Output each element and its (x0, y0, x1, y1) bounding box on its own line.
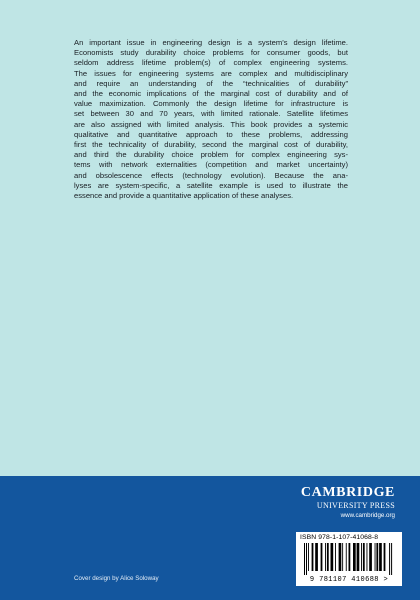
publisher-subtitle: UNIVERSITY PRESS (316, 501, 395, 510)
barcode-icon (302, 543, 396, 575)
blurb-text (74, 38, 348, 201)
blurb-line: lyses are system-specific, a satellite example is used to illustrate the (74, 180, 348, 190)
barcode-bar (335, 543, 336, 571)
barcode-bar (376, 543, 378, 571)
blurb-line: and third the durability choice problem for complex engineering sys- (74, 150, 348, 160)
barcode-bar (321, 543, 323, 571)
blurb-line: and require an understanding of the “technicalities of durability” (74, 78, 348, 88)
blurb-line: seldom address lifetime problem(s) of complex engineering systems. (74, 58, 348, 68)
barcode-bar (357, 543, 360, 571)
barcode-bar (349, 543, 351, 571)
barcode-bar (361, 543, 362, 571)
publisher-name: CAMBRIDGE (300, 485, 395, 500)
barcode-bar (346, 543, 347, 571)
blurb-line: qualitative and quantitative approach to these problems, addressing (74, 129, 348, 139)
barcode-guard-bar (391, 543, 392, 575)
publisher-logo (285, 486, 395, 520)
blurb-line: An important issue in engineering design is a system’s design lifetime. (74, 38, 348, 47)
barcode-bar (379, 543, 382, 571)
barcode-bar (375, 543, 376, 571)
cover-credit: Cover design by Alice Soloway (74, 575, 159, 582)
barcode-bar (363, 543, 365, 571)
barcode-bar (308, 543, 309, 571)
barcode-bar (353, 543, 356, 571)
barcode-guard-bar (306, 543, 307, 575)
blurb-line: The issues for engineering systems are complex and multidisciplinary (74, 68, 348, 78)
blurb-line: first the technicality of durability, second the marginal cost of durability, (74, 140, 348, 150)
blurb-line: essence and provide a quantitative application of these analyses. (74, 191, 294, 201)
blurb-line: tems with network externalities (competition and market uncertainty) (74, 160, 348, 170)
blurb-line: are also assigned with limited analysis. This book provides a systemic (74, 119, 348, 129)
barcode-bar (312, 543, 314, 571)
blurb-line: set between 30 and 70 years, with limited rationale. Satellite lifetimes (74, 109, 348, 119)
blurb-line: Economists study durability choice problems for consumer goods, but (74, 48, 348, 58)
barcode-guard-bar (389, 543, 390, 575)
barcode-box (296, 532, 402, 586)
barcode-bar (369, 543, 372, 571)
blurb-line: and the economic implications of the marginal cost of durability and of (74, 89, 348, 99)
barcode-bar (339, 543, 342, 571)
publisher-url: www.cambridge.org (340, 512, 395, 519)
barcode-bar (342, 543, 343, 571)
isbn-label: ISBN 978-1-107-41068-8 (300, 534, 379, 541)
barcode-digits: 9 781107 410688 > (309, 576, 389, 584)
blurb-line: and obsolescence effects (technology evolution). Because the ana- (74, 170, 348, 180)
barcode-bar (325, 543, 326, 571)
barcode-bar (327, 543, 329, 571)
barcode-bar (367, 543, 368, 571)
barcode-bar (315, 543, 318, 571)
barcode-guard-bar (304, 543, 305, 575)
barcode-bar (331, 543, 334, 571)
blurb-line: value maximization. Commonly the design lifetime for infrastructure is (74, 99, 348, 109)
barcode-bar (384, 543, 386, 571)
